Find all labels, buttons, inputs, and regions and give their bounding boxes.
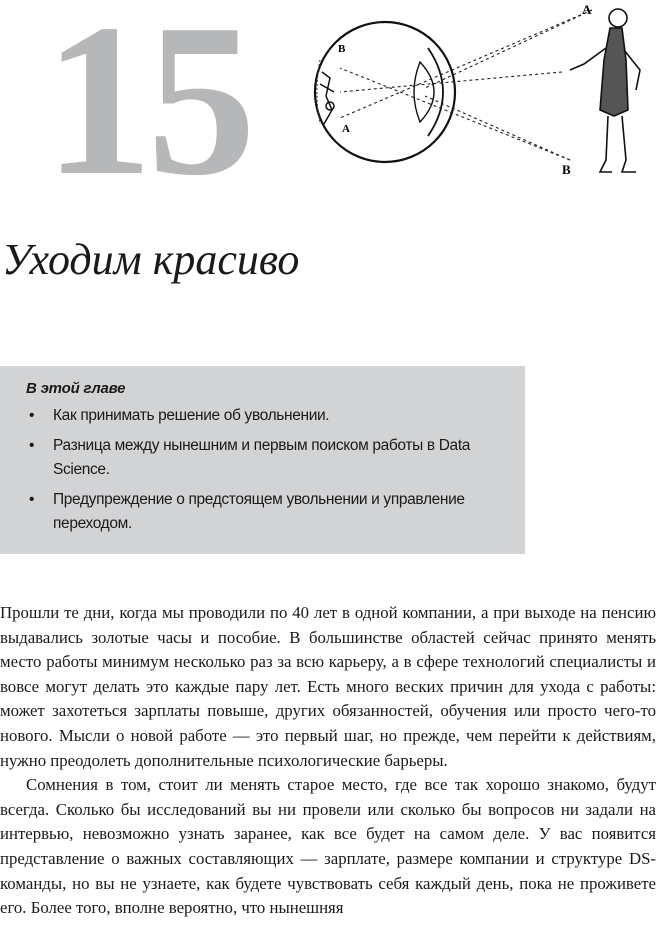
standing-man-figure — [570, 9, 640, 172]
paragraph: Сомнения в том, стоит ли менять старое место, где все так хорошо знакомо, будут всегда. Сколько бы исследований вы ни провели или сколько бы вопросов ни задали на интервью, невозможно узнать заранее, как все будет на самом деле. У вас появится представление о важных составляющих — зарплате, размере компании и структуре DS-команды, но вы не узнаете, как будете чувствовать себя каждый день, пока не проживете его. Более того, вполне вероятно, что нынешняя — [0, 775, 656, 918]
summary-heading: В этой главе — [26, 380, 126, 397]
body-text — [0, 601, 656, 921]
summary-item: • Разница между нынешним и первым поиском работы в Data Science. — [26, 434, 501, 482]
lens — [414, 62, 434, 122]
cornea — [428, 48, 443, 136]
label-a-eye: A — [342, 123, 350, 135]
chapter-number: 15 — [44, 0, 250, 221]
label-b-bottom: B — [562, 162, 571, 177]
light-rays — [340, 10, 592, 160]
paragraph: Прошли те дни, когда мы проводили по 40 лет в одной компании, а при выходе на пенсию выдавались золотые часы и пособие. В большинстве областей сейчас принято менять место работы минимум несколько раз за всю карьеру, а в сфере технологий специалисты и вовсе могут делать это каждые пару лет. Есть много веских причин для ухода с работы: может захотеться зарплаты повыше, других обязанностей, обучения или просто чего-то нового. Мысли о новой работе — это первый шаг, но прежде, чем перейти к действиям, нужно преодолеть дополнительные психологические барьеры. — [0, 603, 656, 770]
inverted-image-figure — [320, 72, 334, 124]
summary-item: • Как принимать решение об увольнении. — [26, 404, 501, 428]
eye-optics-engraving — [300, 0, 656, 190]
summary-list — [26, 404, 501, 536]
label-b-eye: B — [338, 43, 346, 55]
chapter-summary-box — [0, 366, 525, 554]
summary-item: • Предупреждение о предстоящем увольнении и управление переходом. — [26, 488, 501, 536]
chapter-title: Уходим красиво — [2, 235, 300, 284]
label-a-top: A — [582, 2, 592, 17]
